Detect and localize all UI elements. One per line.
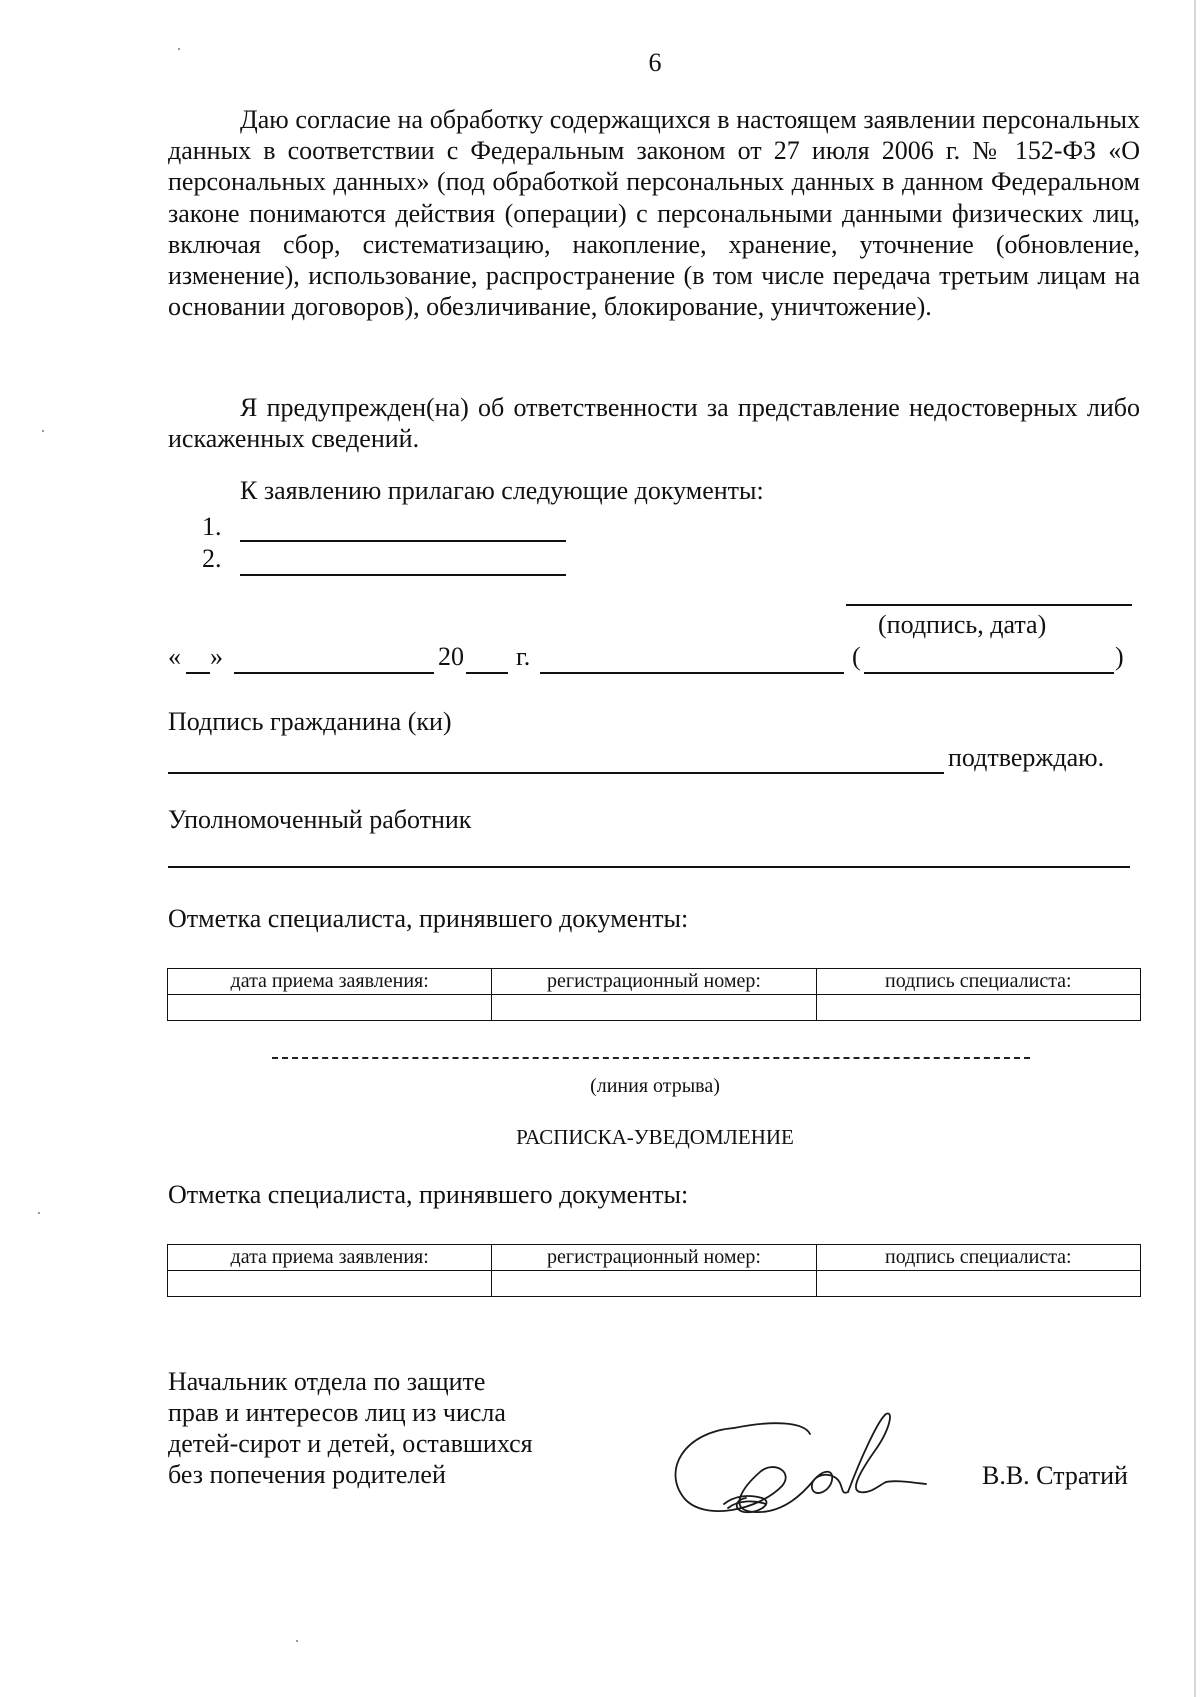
header-cell-regnum: регистрационный номер: [492,1245,816,1271]
specialist-mark-label: Отметка специалиста, принявшего документы: [168,904,689,933]
paren-close: ) [1115,642,1124,671]
paren-open: ( [852,642,861,671]
header-cell-signature: подпись специалиста: [816,1245,1140,1271]
attachment-number: 1. [202,512,222,541]
cell-signature-input[interactable] [816,1271,1140,1297]
sign-date-label: (подпись, дата) [878,610,1047,639]
chief-title-line: Начальник отдела по защите [168,1367,486,1396]
table-header-row [168,969,1141,995]
attachment-number: 2. [202,544,222,573]
table-row [168,995,1141,1021]
quote-close: » [210,642,223,671]
consent-paragraph: Даю согласие на обработку содержащихся в настоящем заявлении персональных данных в соответствии с Федеральным законом от 27 июля 2006 г. № 152-ФЗ «О персональных данных» (под обработкой персональных данных в данном Федеральном законе понимаются действия (операции) с персональными данными физических лиц, включая сбор, систематизацию, накопление, хранение, уточнение (обновление, изменение), использование, распространение (в том числе передача третьим лицам на основании договоров), обезличивание, блокирование, уничтожение). [168,105,1140,322]
confirm-text: подтверждаю. [948,743,1105,772]
sign-date-field[interactable] [846,604,1132,606]
intake-table [167,968,1141,1021]
scan-speck [296,1640,298,1642]
receipt-title: РАСПИСКА-УВЕДОМЛЕНИЕ [516,1125,794,1149]
chief-title-line: прав и интересов лиц из числа [168,1398,506,1427]
year-field[interactable] [466,672,508,674]
year-prefix: 20 [438,642,464,671]
scan-speck [42,430,44,432]
year-suffix: г. [516,642,531,671]
chief-title-line: без попечения родителей [168,1460,446,1489]
cell-date-input[interactable] [168,995,492,1021]
scan-edge [1194,0,1196,1697]
month-field[interactable] [234,672,434,674]
header-cell-date: дата приема заявления: [168,1245,492,1271]
warning-paragraph: Я предупрежден(на) об ответственности за представление недостоверных либо искаженных сведений. [168,393,1140,454]
cell-regnum-input[interactable] [492,995,816,1021]
receipt-mark-label: Отметка специалиста, принявшего документы: [168,1180,689,1209]
receipt-table [167,1244,1141,1297]
attachment-1-field[interactable] [240,540,566,542]
tear-line [272,1057,1030,1059]
attachments-title: К заявлению прилагаю следующие документы: [240,476,764,505]
table-header-row [168,1245,1141,1271]
page-number: 6 [648,48,662,77]
citizen-signature-field[interactable] [168,772,944,774]
scan-speck [178,48,180,50]
signatory-name: В.В. Стратий [982,1461,1128,1490]
tear-line-label: (линия отрыва) [590,1075,720,1097]
cell-signature-input[interactable] [816,995,1140,1021]
header-cell-date: дата приема заявления: [168,969,492,995]
cell-regnum-input[interactable] [492,1271,816,1297]
chief-title [168,1366,533,1490]
scan-speck [38,1212,40,1214]
authorized-worker-field[interactable] [168,866,1130,868]
authorized-worker-label: Уполномоченный работник [168,805,472,834]
attachment-2-field[interactable] [240,574,566,576]
header-cell-signature: подпись специалиста: [816,969,1140,995]
header-cell-regnum: регистрационный номер: [492,969,816,995]
day-field[interactable] [186,672,210,674]
citizen-signature-label: Подпись гражданина (ки) [168,707,452,736]
handwritten-signature [664,1400,929,1535]
table-row [168,1271,1141,1297]
chief-title-line: детей-сирот и детей, оставшихся [168,1429,533,1458]
name-decoding-field[interactable] [864,672,1114,674]
quote-open: « [168,642,181,671]
attachment-item-2 [202,544,236,574]
attachment-item-1 [202,512,236,542]
signature-field[interactable] [540,672,844,674]
cell-date-input[interactable] [168,1271,492,1297]
